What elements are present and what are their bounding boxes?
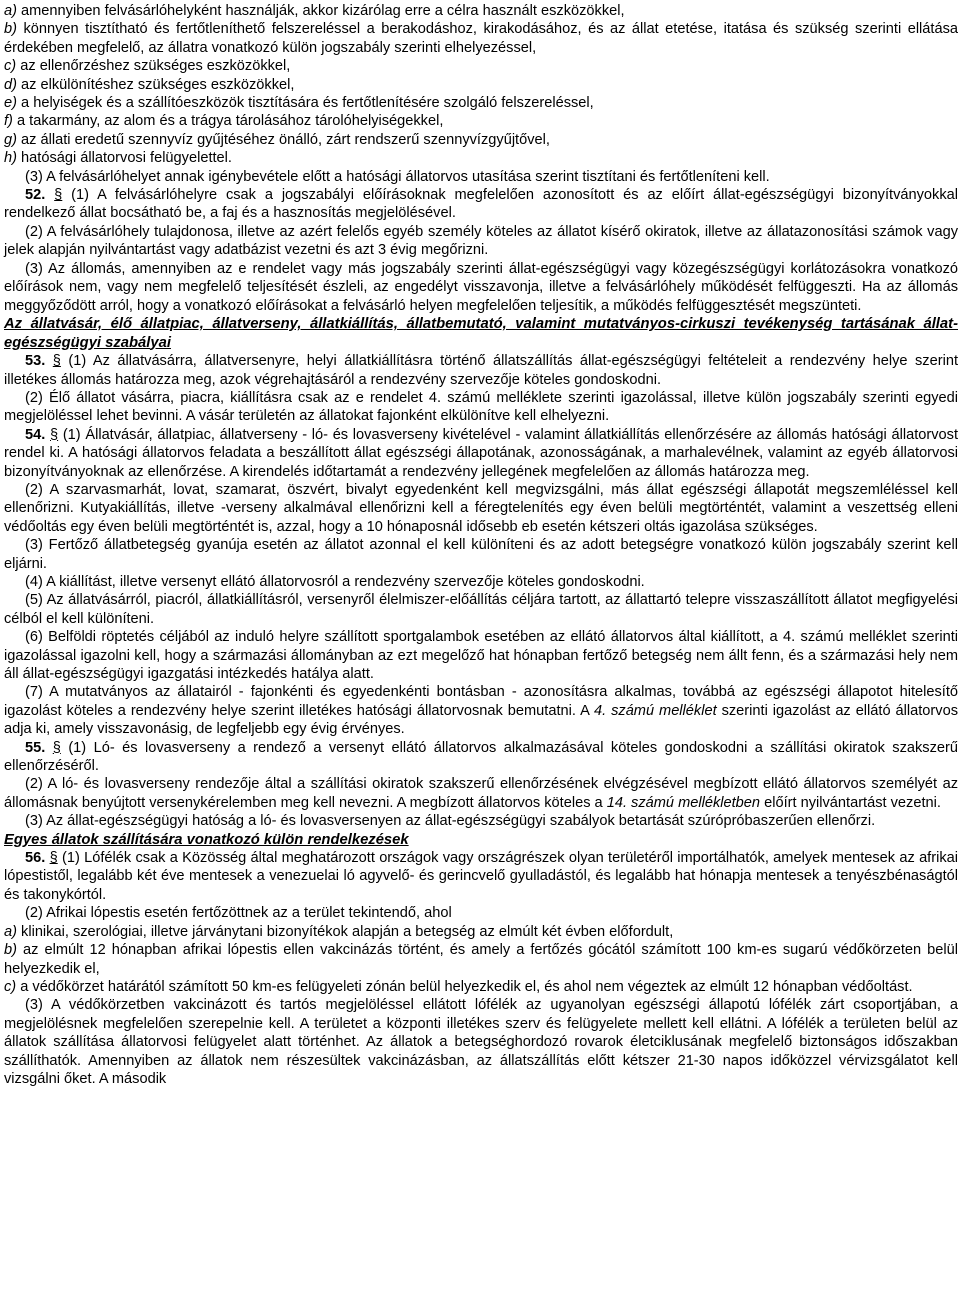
list-item — [4, 149, 958, 167]
list-item — [4, 20, 958, 57]
section-53-paragraph-1 — [4, 352, 958, 389]
section-52-paragraph-1 — [4, 186, 958, 223]
section-sign[interactable]: § — [49, 850, 58, 867]
document-page — [4, 2, 958, 1088]
list-item — [4, 941, 958, 978]
list-letter: g) — [4, 131, 17, 148]
section-sign[interactable]: § — [52, 353, 61, 370]
paragraph: (2) A szarvasmarhát, lovat, szamarat, öszvért, bivalyt egyedenként kell megvizsgálni, más állat egészségi állapotát megszemléléssel kell ellenőrizni. Kutyakiállítás, illetve -verseny alkalmával ellenőrizni kell a féregtelenítés egy éven belüli megtörténtét, valamint a veszettség elleni védőoltás egy éven belüli megtörténtét is, azzal, hogy a 10 hónaposnál idősebb eb esetén kétszeri oltás igazolása szükséges. — [4, 481, 958, 535]
list-text: a takarmány, az alom és a trágya tárolásához tárolóhelyiségekkel, — [12, 113, 444, 130]
section-heading — [4, 831, 958, 849]
section-number: 56. — [25, 850, 46, 867]
section-number: 54. — [25, 426, 46, 443]
list-letter: f) — [4, 113, 13, 130]
paragraph-text: (1) A felvásárlóhelyre csak a jogszabályi előírásoknak megfelelően azonosított és az előírt állat-egészségügyi bizonyítványokkal rendelkező állat bocsátható be, a faj és a hasznosítás megjelölésével. — [4, 187, 958, 222]
list-letter: c) — [4, 978, 17, 995]
section-sign[interactable]: § — [52, 739, 61, 756]
list-item — [4, 978, 958, 996]
paragraph — [4, 775, 958, 812]
paragraph-text: (1) Ló- és lovasverseny a rendező a versenyt ellátó állatorvos alkalmazásával köteles gondoskodni a szállítási okiratok szakszerű ellenőrzéséről. — [4, 739, 958, 775]
list-letter: d) — [4, 76, 17, 93]
section-56-paragraph-1 — [4, 849, 958, 904]
heading-text: Az állatvásár, élő állatpiac, állatverseny, állatkiállítás, állatbemutató, valamint mutatványos-cirkuszi tevékenység tartásának állat-egészségügyi szabályai — [4, 315, 958, 351]
list-letter: a) — [4, 923, 17, 940]
section-heading — [4, 315, 958, 352]
paragraph: (3) Az állat-egészségügyi hatóság a ló- és lovasversenyen az állat-egészségügyi szabályok betartását szúrópróbaszerűen ellenőrzi. — [25, 813, 876, 830]
list-text: az elkülönítéshez szükséges eszközökkel, — [16, 76, 295, 93]
paragraph — [4, 683, 958, 738]
list-item — [4, 131, 958, 149]
section-sign[interactable]: § — [54, 187, 63, 204]
list-item — [4, 57, 958, 75]
annex-reference: 14. számú mellékletben — [606, 794, 761, 811]
paragraph-text: (2) A ló- és lovasverseny rendezője által a szállítási okiratok szakszerű ellenőrzésének elvégzésével megbízott ellátó állatorvos személyét az állomásnak benyújtott versenykérelemben meg kell nevezni. A megbízott állatorvos köteles a — [4, 776, 958, 811]
list-text: az ellenőrzéshez szükséges eszközökkel, — [16, 58, 291, 75]
paragraph-text: szerinti igazolást az ellátó állatorvos adja ki, amely visszavonásig, de legfeljebb egy évig érvényes. — [4, 702, 958, 738]
list-letter: h) — [4, 150, 17, 167]
list-letter: a) — [4, 3, 17, 19]
paragraph: (5) Az állatvásárról, piacról, állatkiállításról, versenyről élelmiszer-előállítás céljára tartott, az állattartó telepre visszaszállított állatot megfigyelési célból el kell különíteni. — [4, 592, 958, 627]
section-number: 53. — [25, 353, 46, 370]
paragraph: (4) A kiállítást, illetve versenyt ellátó állatorvosról a rendezvény szervezője köteles gondoskodni. — [25, 573, 645, 590]
paragraph-text: (1) Állatvásár, állatpiac, állatverseny - ló- és lovasverseny kivételével - valamint állatkiállítás ellenőrzésére az állomás hatósági állatorvost rendel ki. A hatósági állatorvos feladata a beszállított állat egészségi állapotának, azonosságának, a marhalevélnek, valamint az egyéb állatorvosi bizonyítványoknak az ellenőrzése. A kirendelés időtartamát a rendezvény jellegének megfelelően az állomás határozza meg. — [4, 426, 958, 480]
paragraph: (3) Fertőző állatbetegség gyanúja esetén az állatot azonnal el kell különíteni és az adott betegségre vonatkozó külön jogszabály szerint kell eljárni. — [4, 537, 958, 572]
section-55-paragraph-1 — [4, 739, 958, 776]
section-54-paragraph-1 — [4, 426, 958, 481]
list-item — [4, 2, 958, 20]
paragraph: (3) Az állomás, amennyiben az e rendelet vagy más jogszabály szerinti állat-egészségügyi vagy közegészségügyi korlátozásokra vonatkozó előírások nem, vagy nem megfelelő teljesítését észleli, az engedélyt visszavonja, illetve a felvásárlóhely működését felfüggeszti. Ha az állomás meggyőződött arról, hogy a vonatkozó előírásokat a felvásárló helyen megfelelően teljesítik, a működés felfüggesztését megszünteti. — [4, 260, 958, 314]
list-text: könnyen tisztítható és fertőtleníthető felszereléssel a berakodáshoz, kirakodásához, és az állat etetése, itatása és szükség szerinti ellátása érdekében megfelelő, az állatra vonatkozó külön jogszabály szerinti elhelyezéssel, — [4, 21, 958, 56]
list-text: hatósági állatorvosi felügyelettel. — [16, 150, 232, 167]
list-text: amennyiben felvásárlóhelyként használják, akkor kizárólag erre a célra használt eszközökkel, — [16, 3, 625, 19]
list-text: az elmúlt 12 hónapban afrikai lópestis ellen vakcinázás történt, és amely a fertőzés gócától számított 100 km-es sugarú védőkörzeten belül helyezkedik el, — [4, 942, 958, 977]
list-letter: b) — [4, 21, 17, 38]
paragraph-text: előírt nyilvántartást vezetni. — [760, 794, 941, 811]
paragraph-text: (1) Lófélék csak a Közösség által meghatározott országok vagy országrészek olyan területéről importálhatók, amelyek mentesek az afrikai lópestistől, legalább két éve mentesek a venezuelai ló agyvelő- és gerincvelő gyulladástól, és legalább hat hónapja mentesek a tenyészbénaságtól és takonykórtól. — [4, 850, 958, 903]
list-letter: b) — [4, 942, 17, 959]
list-text: klinikai, szerológiai, illetve járványtani bizonyítékok alapján a betegség az elmúlt két évben előfordult, — [16, 923, 674, 940]
list-item — [4, 112, 958, 130]
paragraph: (2) A felvásárlóhely tulajdonosa, illetve az azért felelős egyéb személy köteles az állatot kísérő okiratok, illetve az állatazonosítási számok vagy jelek alapján nyilvántartást vagy adatbázist vezetni és azt 3 évig megőrizni. — [4, 223, 958, 259]
heading-text: Egyes állatok szállítására vonatkozó külön rendelkezések — [4, 831, 409, 848]
list-letter: c) — [4, 58, 17, 75]
paragraph-text: (1) Az állatvásárra, állatversenyre, helyi állatkiállításra történő állatszállítás állat-egészségügyi feltételeit a rendezvény helye szerint illetékes állomás határozza meg, azok végrehajtásáról a rendezvény szervezője köteles gondoskodni. — [4, 353, 958, 388]
list-a — [4, 2, 958, 168]
paragraph: (6) Belföldi röptetés céljából az induló helyre szállított sportgalambok esetében az ellátó állatorvos által kiállított, a 4. számú melléklet szerinti igazolással igazolni kell, hogy a származási állományban az ezt megelőző hat hónapban fertőző betegség nem állt fenn, és a származási hely nem áll állat-egészségügyi igazgatási intézkedés hatálya alatt. — [4, 629, 958, 682]
paragraph: (2) Élő állatot vásárra, piacra, kiállításra csak az e rendelet 4. számú melléklete szerinti igazolással, illetve külön jogszabály szerinti egyedi megjelöléssel lehet bevinni. A vásár területén az állatokat fajonként elkülönítve kell elhelyezni. — [4, 389, 958, 425]
list-text: a helyiségek és a szállítóeszközök tisztítására és fertőtlenítésére szolgáló felszereléssel, — [16, 95, 594, 112]
list-item — [4, 76, 958, 94]
paragraph: (2) Afrikai lópestis esetén fertőzöttnek az a terület tekintendő, ahol — [25, 905, 452, 922]
paragraph: (3) A védőkörzetben vakcinázott és tartós megjelöléssel ellátott lófélék az ugyanolyan egészségi állapotú lófélék zárt csoportjában, a megjelölésnek megfelelően szerepelnie kell. A területet a központi illetékes szerv és felügyelete mellett kell ellátni. A lófélék a területen belül az állatok szállítása állatorvosi felügyelet alatt történhet. Az állatok a betegséghordozó rovarok életciklusának megfelelő biztonságos időszakban szállíthatók. Amennyiben az állatok nem részesültek vakcinázásban, az állatszállítás előtt kétszer 21-30 napos időközzel vérvizsgálatot kell vizsgálni őket. A második — [4, 997, 958, 1087]
section-sign[interactable]: § — [50, 426, 59, 443]
list-letter: e) — [4, 95, 17, 112]
paragraph-text: (7) A mutatványos az állatairól - fajonkénti és egyedenkénti bontásban - azonosításra alkalmas, továbbá az egészségi állapotot hitelesítő igazolást köteles a rendezvény helye szerint illetékes hatósági állatorvosnak bemutatni. A — [4, 684, 958, 719]
list-item — [4, 94, 958, 112]
list-text: az állati eredetű szennyvíz gyűjtéséhez önálló, zárt rendszerű szennyvízgyűjtővel, — [16, 131, 550, 148]
list-text: a védőkörzet határától számított 50 km-es felügyeleti zónán belül helyezkedik el, és ahol nem végeztek az elmúlt 12 hónapban védőoltást. — [16, 978, 913, 995]
paragraph: (3) A felvásárlóhelyet annak igénybevétele előtt a hatósági állatorvos utasítása szerint tisztítani és fertőtleníteni kell. — [25, 168, 770, 185]
list-item — [4, 923, 958, 941]
annex-reference: 4. számú melléklet — [593, 702, 717, 719]
section-number: 52. — [25, 187, 46, 204]
section-number: 55. — [25, 739, 46, 756]
